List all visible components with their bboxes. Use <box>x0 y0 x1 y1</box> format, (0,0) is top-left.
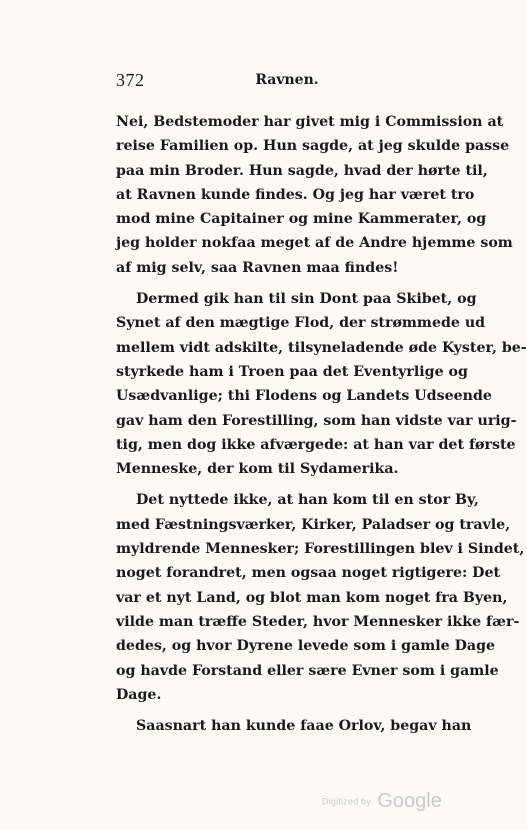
text-line: Det nyttede ikke, at han kom til en stor By, <box>136 492 479 509</box>
text-line: reise Familien op. Hun sagde, at jeg skulde passe <box>116 138 510 155</box>
text-line: af mig selv, saa Ravnen maa findes! <box>116 259 399 276</box>
text-line: dedes, og hvor Dyrene levede som i gamle Dage <box>116 638 496 655</box>
text-line: jeg holder nokfaa meget af de Andre hjemme som <box>116 235 513 252</box>
text-line: Menneske, der kom til Sydamerika. <box>116 461 399 478</box>
body-text <box>116 110 527 738</box>
text-line: og havde Forstand eller sære Evner som i gamle <box>116 662 499 679</box>
text-line: paa min Broder. Hun sagde, hvad der hørte til, <box>116 162 488 179</box>
text-line: at Ravnen kunde findes. Og jeg har været tro <box>116 186 475 203</box>
page-number: 372 <box>116 70 145 90</box>
text-line: vilde man træffe Steder, hvor Mennesker ikke fær- <box>116 613 520 630</box>
text-line: styrkede ham i Troen paa det Eventyrlige og <box>116 363 468 380</box>
text-line: Saasnart han kunde faae Orlov, begav han <box>136 718 472 735</box>
text-line: Usædvanlige; thi Flodens og Landets Udseende <box>116 388 492 405</box>
text-line: mod mine Capitainer og mine Kammerater, og <box>116 211 487 228</box>
text-line: med Fæstningsværker, Kirker, Paladser og travle, <box>116 516 511 533</box>
text-line: gav ham den Forestilling, som han vidste var urig- <box>116 412 517 429</box>
paragraph <box>116 110 513 280</box>
watermark-brand: Google <box>377 790 442 812</box>
page-header <box>116 70 458 94</box>
text-line: tig, men dog ikke afværgede: at han var det første <box>116 436 516 453</box>
running-head: Ravnen. <box>255 72 319 88</box>
paragraph <box>116 287 527 481</box>
text-line: Dage. <box>116 686 162 703</box>
text-line: myldrende Mennesker; Forestillingen blev i Sindet, <box>116 541 525 558</box>
paragraph <box>116 488 525 707</box>
text-line: Dermed gik han til sin Dont paa Skibet, og <box>136 291 477 308</box>
text-line: mellem vidt adskilte, tilsyneladende øde Kyster, be- <box>116 339 527 356</box>
paragraph <box>116 714 472 738</box>
text-line: Nei, Bedstemoder har givet mig i Commission at <box>116 114 504 130</box>
watermark-prefix: Digitized by <box>322 796 371 807</box>
text-line: var et nyt Land, og blot man kom noget fra Byen, <box>116 589 508 606</box>
text-line: Synet af den mægtige Flod, der strømmede ud <box>116 315 486 332</box>
text-line: noget forandret, men ogsaa noget rigtigere: Det <box>116 565 501 582</box>
digitization-watermark <box>322 790 442 813</box>
